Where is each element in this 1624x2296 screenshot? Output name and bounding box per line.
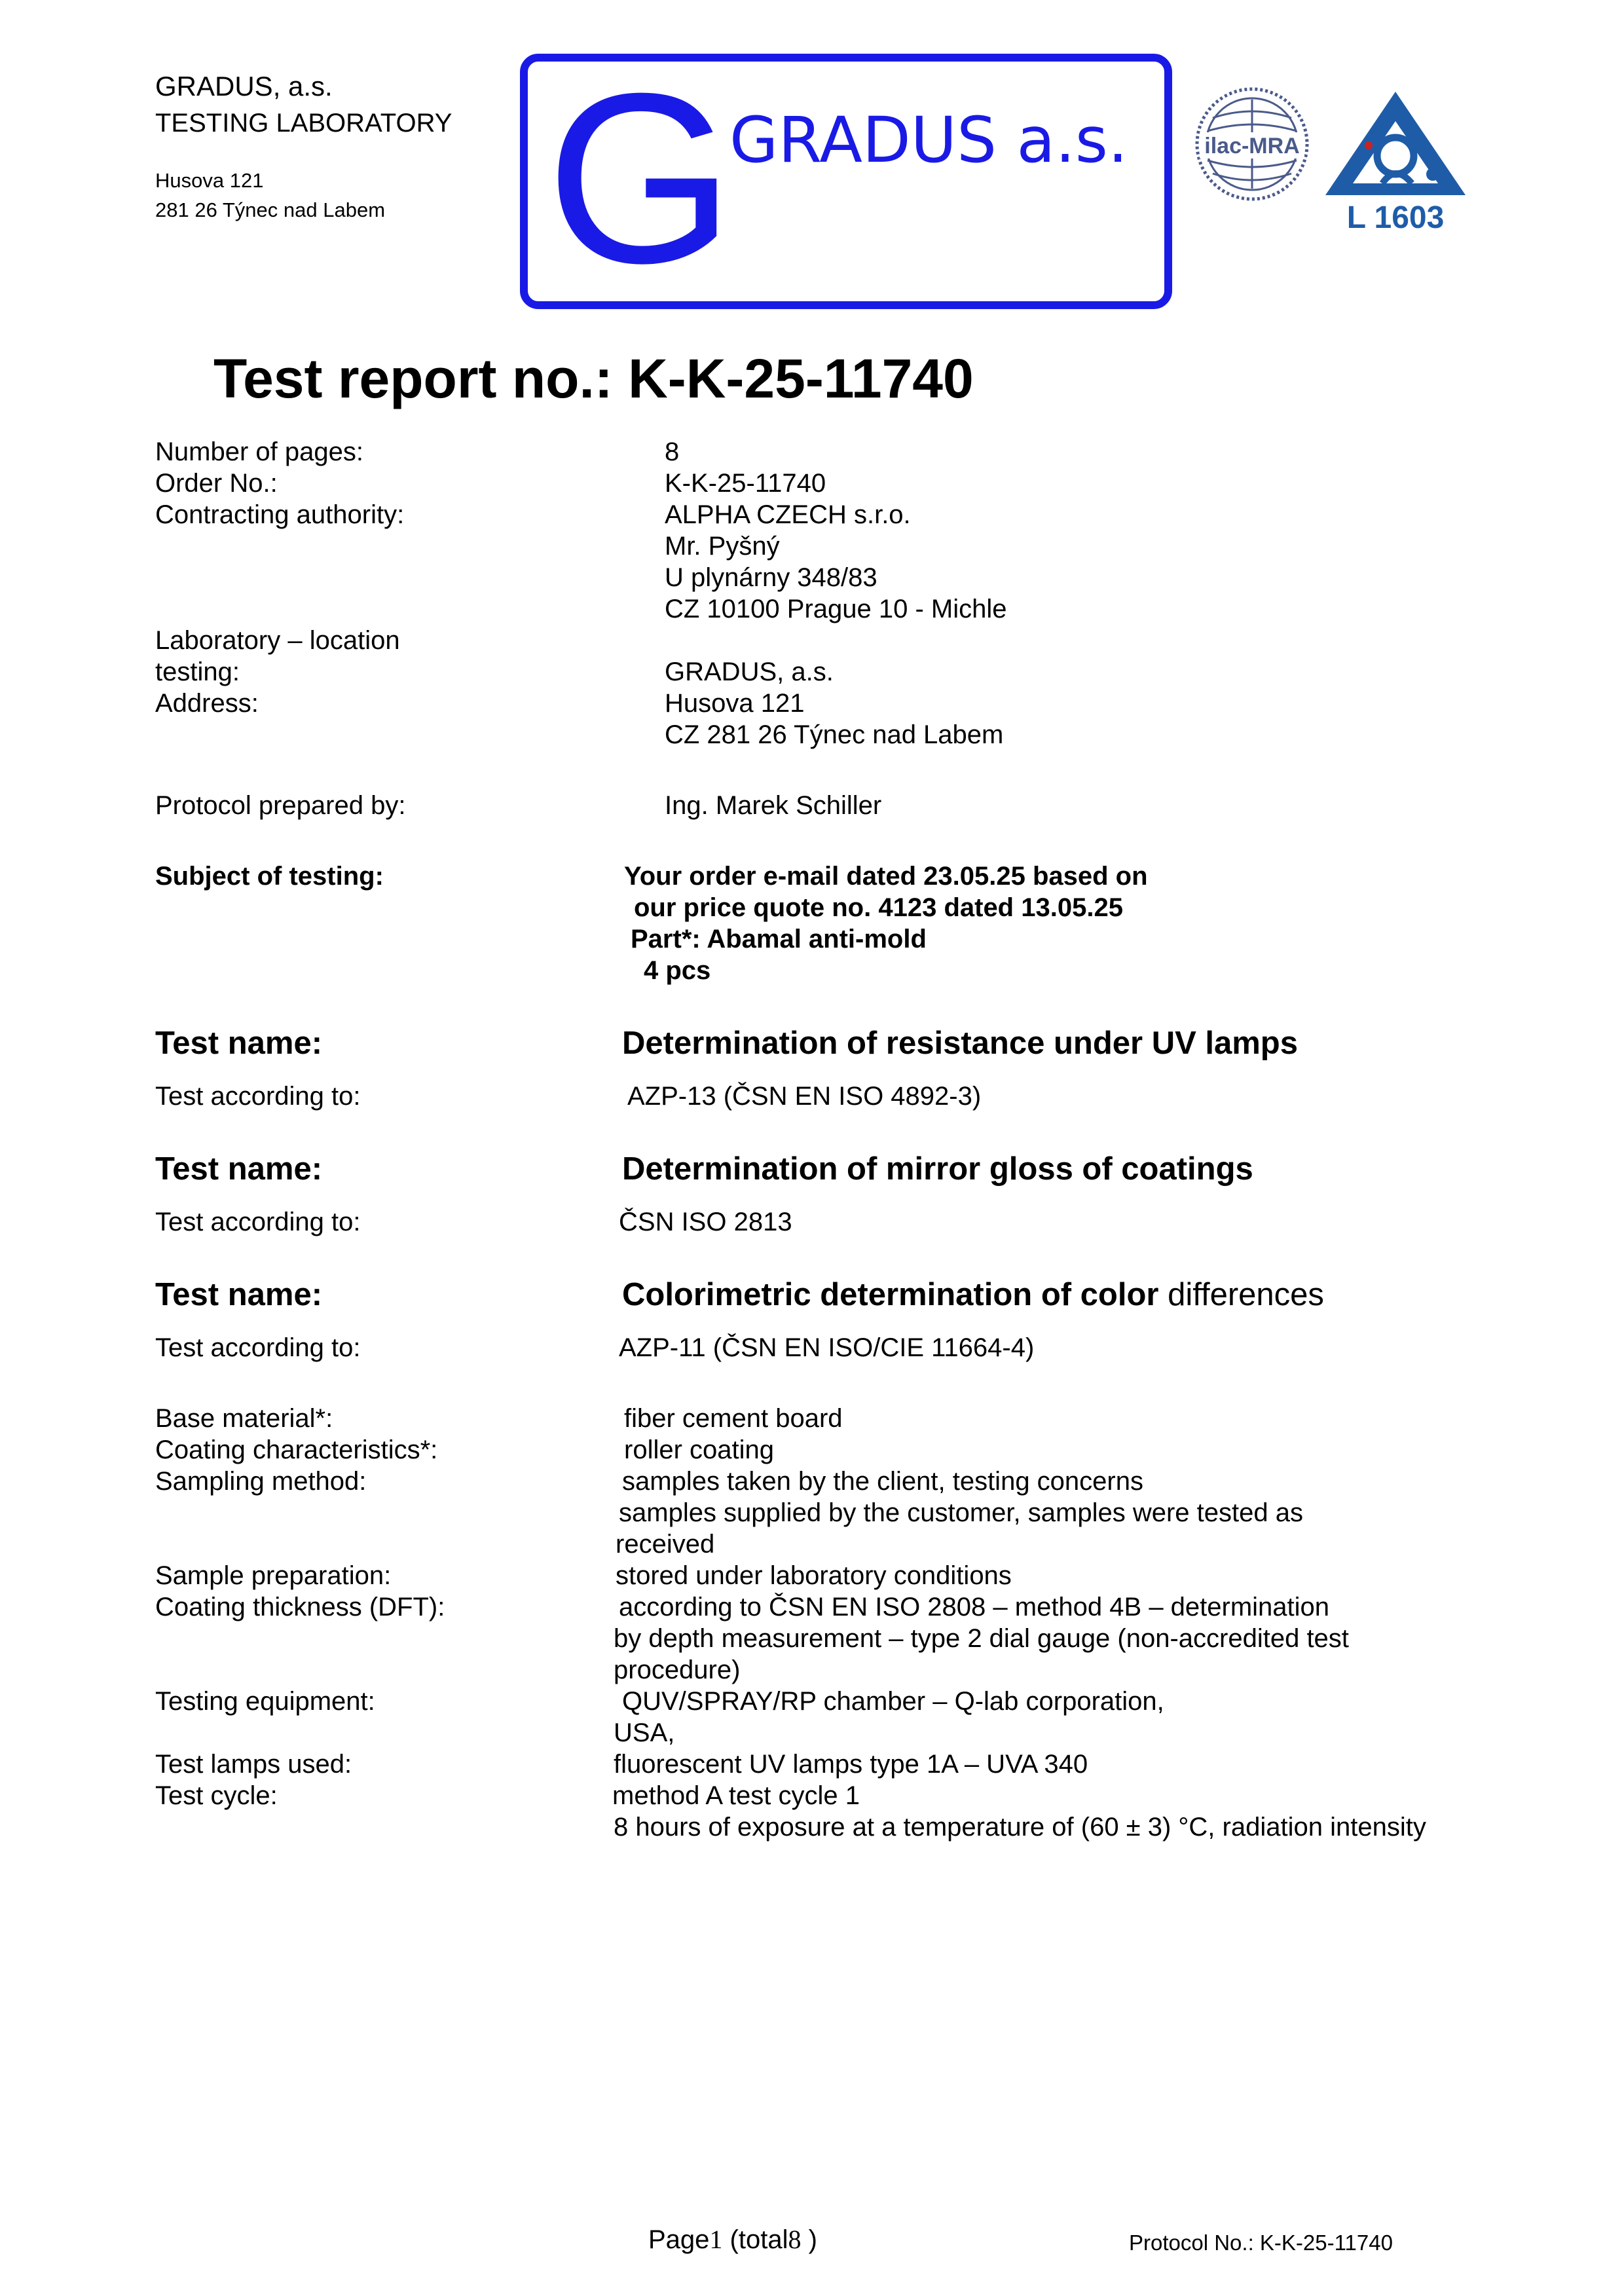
test-name: Determination of mirror gloss of coatings [622,1151,1253,1187]
authority-label: Contracting authority: [155,500,405,529]
sampling-label: Sampling method: [155,1467,367,1496]
thickness-line: by depth measurement – type 2 dial gauge (non-accredited test [614,1624,1349,1653]
company-address-line1: Husova 121 [155,169,264,192]
logo-text: GRADUS a.s. [729,103,1128,177]
company-name: GRADUS, a.s. [155,71,333,102]
subject-line: our price quote no. 4123 dated 13.05.25 [634,893,1123,922]
order-value: K-K-25-11740 [665,469,826,498]
lamps-value: fluorescent UV lamps type 1A – UVA 340 [614,1750,1088,1779]
test-according-label: Test according to: [155,1082,361,1111]
prepared-label: Protocol prepared by: [155,791,406,820]
test-name [622,1276,1324,1313]
test-name-label: Test name: [155,1277,323,1312]
cycle-line: 8 hours of exposure at a temperature of (60 ± 3) °C, radiation intensity [614,1813,1426,1842]
sampling-line: samples taken by the client, testing concerns [622,1467,1143,1496]
lamps-label: Test lamps used: [155,1750,352,1779]
base-material-value: fiber cement board [624,1404,843,1433]
authority-line: Mr. Pyšný [665,532,780,561]
lab-line: GRADUS, a.s. [665,657,834,686]
company-address-line2: 281 26 Týnec nad Labem [155,198,386,221]
report-title: Test report no.: K-K-25-11740 [213,348,974,409]
test-name-regular: differences [1158,1277,1324,1312]
test-according-label: Test according to: [155,1208,361,1236]
lab-location-label: Laboratory – location [155,626,400,655]
accreditation-number: L 1603 [1346,200,1445,235]
equipment-line: QUV/SPRAY/RP chamber – Q-lab corporation, [622,1687,1164,1716]
thickness-line: according to ČSN EN ISO 2808 – method 4B – determination [619,1593,1330,1621]
coating-value: roller coating [624,1435,775,1464]
authority-line: ALPHA CZECH s.r.o. [665,500,911,529]
sample-prep-value: stored under laboratory conditions [616,1561,1012,1590]
pages-value: 8 [665,437,680,466]
equipment-line: USA, [614,1718,675,1747]
prepared-value: Ing. Marek Schiller [665,791,882,820]
order-label: Order No.: [155,469,278,498]
pages-label: Number of pages: [155,437,363,466]
test-according: ČSN ISO 2813 [619,1208,792,1236]
footer-protocol-number: Protocol No.: K-K-25-11740 [1129,2231,1393,2255]
page-word: Page [648,2225,710,2254]
subject-line: Part*: Abamal anti-mold [631,925,927,954]
equipment-label: Testing equipment: [155,1687,375,1716]
test-according-label: Test according to: [155,1333,361,1362]
company-subtitle: TESTING LABORATORY [155,109,452,138]
test-name-label: Test name: [155,1026,323,1061]
authority-line: U plynárny 348/83 [665,563,877,592]
page-number: 1 [709,2225,723,2254]
cycle-label: Test cycle: [155,1781,278,1810]
logo-letter: G [546,54,735,309]
subject-label: Subject of testing: [155,862,384,891]
test-name-bold: Colorimetric determination of color [622,1277,1159,1312]
test-name: Determination of resistance under UV lamps [622,1026,1298,1061]
subject-line: Your order e-mail dated 23.05.25 based on [624,862,1148,891]
lab-line: Husova 121 [665,689,805,718]
sampling-line: samples supplied by the customer, samples were tested as [619,1498,1303,1527]
base-material-label: Base material*: [155,1404,333,1433]
subject-line: 4 pcs [644,956,711,985]
thickness-line: procedure) [614,1656,741,1684]
test-according: AZP-11 (ČSN EN ISO/CIE 11664-4) [619,1333,1035,1362]
ilac-text: ilac-MRA [1204,134,1300,158]
close-paren: ) [801,2225,817,2254]
sample-prep-label: Sample preparation: [155,1561,392,1590]
thickness-label: Coating thickness (DFT): [155,1593,445,1621]
total-word: (total [729,2225,788,2254]
sampling-line: received [616,1530,715,1559]
test-according: AZP-13 (ČSN EN ISO 4892-3) [627,1082,982,1111]
address-label: Address: [155,689,259,718]
total-number: 8 [788,2225,802,2254]
cycle-line: method A test cycle 1 [612,1781,860,1810]
test-name-label: Test name: [155,1151,323,1187]
coating-label: Coating characteristics*: [155,1435,438,1464]
lab-line: CZ 281 26 Týnec nad Labem [665,720,1004,749]
lab-testing-label: testing: [155,657,240,686]
authority-line: CZ 10100 Prague 10 - Michle [665,595,1007,623]
page-counter [648,2224,817,2255]
